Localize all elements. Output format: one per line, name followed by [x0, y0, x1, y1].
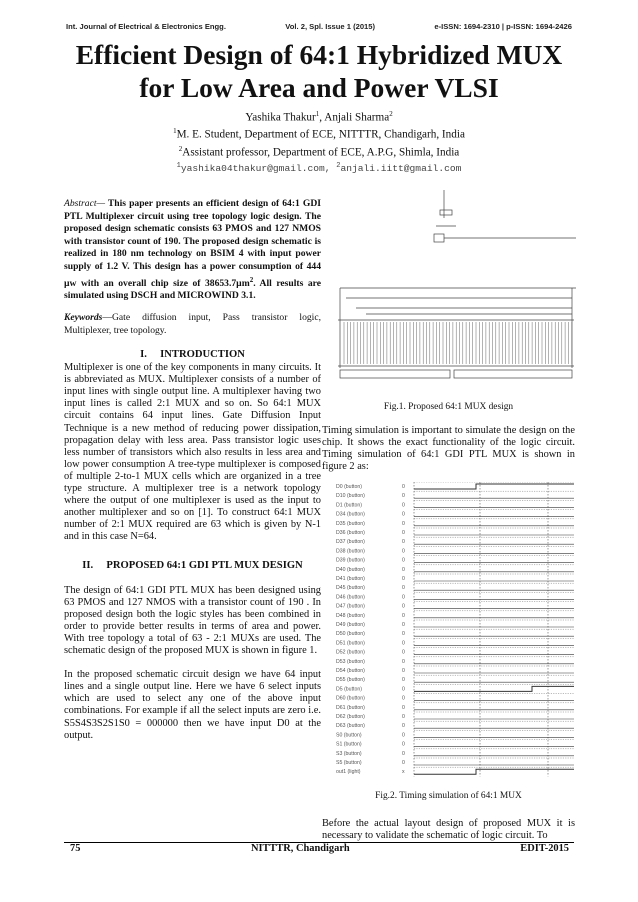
- signal-value: 0: [402, 612, 405, 619]
- signal-label: D49 (button): [336, 622, 365, 628]
- signal-value: 0: [402, 566, 405, 573]
- affiliation-2: $^2$Assistant professor, Department of ECE, A.P.G, Shimla, India: [178, 144, 460, 159]
- signal-value: 0: [402, 576, 405, 582]
- signal-label: D39 (button): [336, 557, 365, 564]
- fig2-caption: Fig.2. Timing simulation of 64:1 MUX: [375, 791, 522, 801]
- journal-name: Int. Journal of Electrical & Electronics Engg.: [66, 22, 226, 31]
- signal-label: D36 (button): [336, 530, 365, 536]
- signal-value: 0: [402, 686, 405, 693]
- section-heading: II. PROPOSED 64:1 GDI PTL MUX DESIGN: [82, 559, 303, 571]
- signal-value: 0: [402, 539, 405, 546]
- signal-label: S1 (button): [336, 741, 362, 748]
- signal-label: D5 (button): [336, 686, 362, 693]
- section-intro: [64, 349, 321, 742]
- fig2-timing-diagram: [336, 482, 578, 780]
- signal-label: D35 (button): [336, 520, 365, 527]
- waveform: [414, 686, 574, 691]
- signal-label: D37 (button): [336, 539, 365, 546]
- paragraph: In the proposed schematic circuit design we have 64 input lines and a single output line. Here we have 6 select inputs which are used to select any one of the above input combinations. For example if all the select inputs are zero i.e. S5S4S3S2S1S0 = 000000 then we have input D0 at the output.: [64, 669, 321, 741]
- signal-value: 0: [402, 622, 405, 628]
- footer-edition: EDIT-2015: [520, 843, 569, 854]
- signal-value: 0: [402, 741, 405, 748]
- signal-label: D0 (button): [336, 484, 362, 490]
- signal-label: D1 (button): [336, 502, 362, 509]
- signal-label: D34 (button): [336, 511, 365, 518]
- signal-value: 0: [402, 658, 405, 665]
- signal-value: 0: [402, 732, 405, 739]
- section-heading: I. INTRODUCTION: [140, 349, 245, 360]
- paragraph: Timing simulation is important to simulate the design on the chip. It shows the exact functionality of the logic circuit. Timing simulation of 64:1 GDI PTL MUX is shown in figure 2 as:: [322, 425, 575, 473]
- signal-label: D50 (button): [336, 631, 365, 638]
- waveform: [414, 769, 574, 774]
- signal-value: 0: [402, 714, 405, 720]
- footer-org: NITTTR, Chandigarh: [250, 843, 350, 854]
- signal-value: 0: [402, 704, 405, 711]
- signal-label: D38 (button): [336, 548, 365, 555]
- signal-label: D45 (button): [336, 585, 365, 592]
- paragraph: The design of 64:1 GDI PTL MUX has been designed using 63 PMOS and 127 NMOS with a transistor count of 190 . In proposed design both the logic styles has been combined in order to provide better results in terms of area and power. With tree topology a total of 63 - 2:1 MUXs are used. The schematic design of the proposed MUX is shown in figure 1.: [64, 584, 321, 657]
- signal-value: 0: [402, 530, 405, 536]
- signal-label: S0 (button): [336, 732, 362, 739]
- abstract: Abstract— This paper presents an efficient design of 64:1 GDI PTL Multiplexer circuit using tree topology logic design. The proposed design schematic consists 63 PMOS and 127 NMOS with transistor count of 190. The proposed design schematic is realized in 180 nm technology on BSIM 4 with input power supply of 1.2 V. This design has a power consumption of 444 µw with an overall chip size of 38653.7µm$^2$. All results are simulated using DSCH and MICROWIND 3.1.: [64, 198, 321, 302]
- signal-label: D55 (button): [336, 677, 365, 684]
- signal-value: 0: [402, 640, 405, 647]
- signal-value: 0: [402, 557, 405, 564]
- signal-label: D53 (button): [336, 658, 365, 665]
- affiliation-1: $^1$M. E. Student, Department of ECE, NITTTR, Chandigarh, India: [173, 127, 465, 142]
- keywords: Keywords—Gate diffusion input, Pass transistor logic, Multiplexer, tree topology.: [64, 312, 321, 336]
- signal-label: D61 (button): [336, 704, 365, 711]
- signal-value: 0: [402, 668, 405, 674]
- signal-value: 0: [402, 520, 405, 527]
- signal-value: 0: [402, 760, 405, 766]
- emails: $^1$yashika04thakur@gmail.com, $^2$anjali.iitt@gmail.com: [176, 161, 462, 175]
- running-header: [66, 22, 572, 31]
- signal-label: D41 (button): [336, 576, 365, 582]
- signal-label: D51 (button): [336, 640, 365, 647]
- authors-block: [0, 108, 638, 176]
- signal-label: D60 (button): [336, 695, 365, 702]
- signal-value: 0: [402, 631, 405, 638]
- signal-label: D46 (button): [336, 594, 365, 601]
- paper-title: [0, 38, 638, 104]
- signal-value: 0: [402, 603, 405, 610]
- paragraph: Multiplexer is one of the key components in many circuits. It is abbreviated as MUX. Multiplexer consists of a number of input lines with single output line. A multiplexer having two input lines is called 2:1 MUX and so on. So 64:1 MUX circuit contains 64 input lines. Gate Diffusion Input Technique is a new method of reducing power dissipation, propagation delay with less area. Pass transistor logic uses less number of transistors which also results in less area and low power consumption A tree-type multiplexer is composed of multiple 2-to-1 MUX cells which are organized in a tree type structure. A multiplexer tree is a network topology where the output of one multiplexer is used as the input to another multiplexer and so on [1]. To construct 64:1 MUX number of 2:1 MUX required are 63 which is given by N-1 and in this case N=64.: [64, 362, 321, 543]
- signal-value: 0: [402, 649, 405, 656]
- signal-value: 0: [402, 677, 405, 684]
- signal-label: out1 (light): [336, 769, 361, 776]
- signal-value: 0: [402, 723, 405, 730]
- page-footer: [64, 842, 574, 854]
- title-line: for Low Area and Power VLSI: [139, 72, 499, 103]
- paragraph: Before the actual layout design of proposed MUX it is necessary to validate the schematic of logic circuit. To: [322, 818, 575, 842]
- signal-label: D10 (button): [336, 493, 365, 500]
- author-names: Yashika Thakur$^1$, Anjali Sharma$^2$: [245, 110, 393, 124]
- signal-label: S3 (button): [336, 750, 362, 757]
- signal-value: 0: [402, 484, 405, 490]
- signal-value: 0: [402, 502, 405, 509]
- signal-value: 0: [402, 493, 405, 500]
- signal-label: D52 (button): [336, 649, 365, 656]
- fig1-caption: Fig.1. Proposed 64:1 MUX design: [383, 402, 514, 412]
- title-line: Efficient Design of 64:1 Hybridized MUX: [75, 39, 563, 70]
- signal-value: 0: [402, 594, 405, 601]
- signal-value: 0: [402, 750, 405, 757]
- signal-label: D47 (button): [336, 603, 365, 610]
- issn: e-ISSN: 1694-2310 | p-ISSN: 1694-2426: [434, 22, 572, 31]
- signal-label: D54 (button): [336, 668, 365, 674]
- signal-label: D62 (button): [336, 714, 365, 720]
- volume: Vol. 2, Spl. Issue 1 (2015): [285, 22, 376, 31]
- page-number: 75: [70, 843, 81, 854]
- signal-value: 0: [402, 695, 405, 702]
- fig1-schematic: [336, 188, 576, 388]
- signal-label: S5 (button): [336, 760, 362, 766]
- signal-value: 0: [402, 511, 405, 518]
- signal-value: 0: [402, 585, 405, 592]
- signal-value: 0: [402, 548, 405, 555]
- signal-value: x: [402, 769, 405, 776]
- signal-label: D63 (button): [336, 723, 365, 730]
- signal-label: D40 (button): [336, 566, 365, 573]
- signal-label: D48 (button): [336, 612, 365, 619]
- waveform: [414, 484, 574, 489]
